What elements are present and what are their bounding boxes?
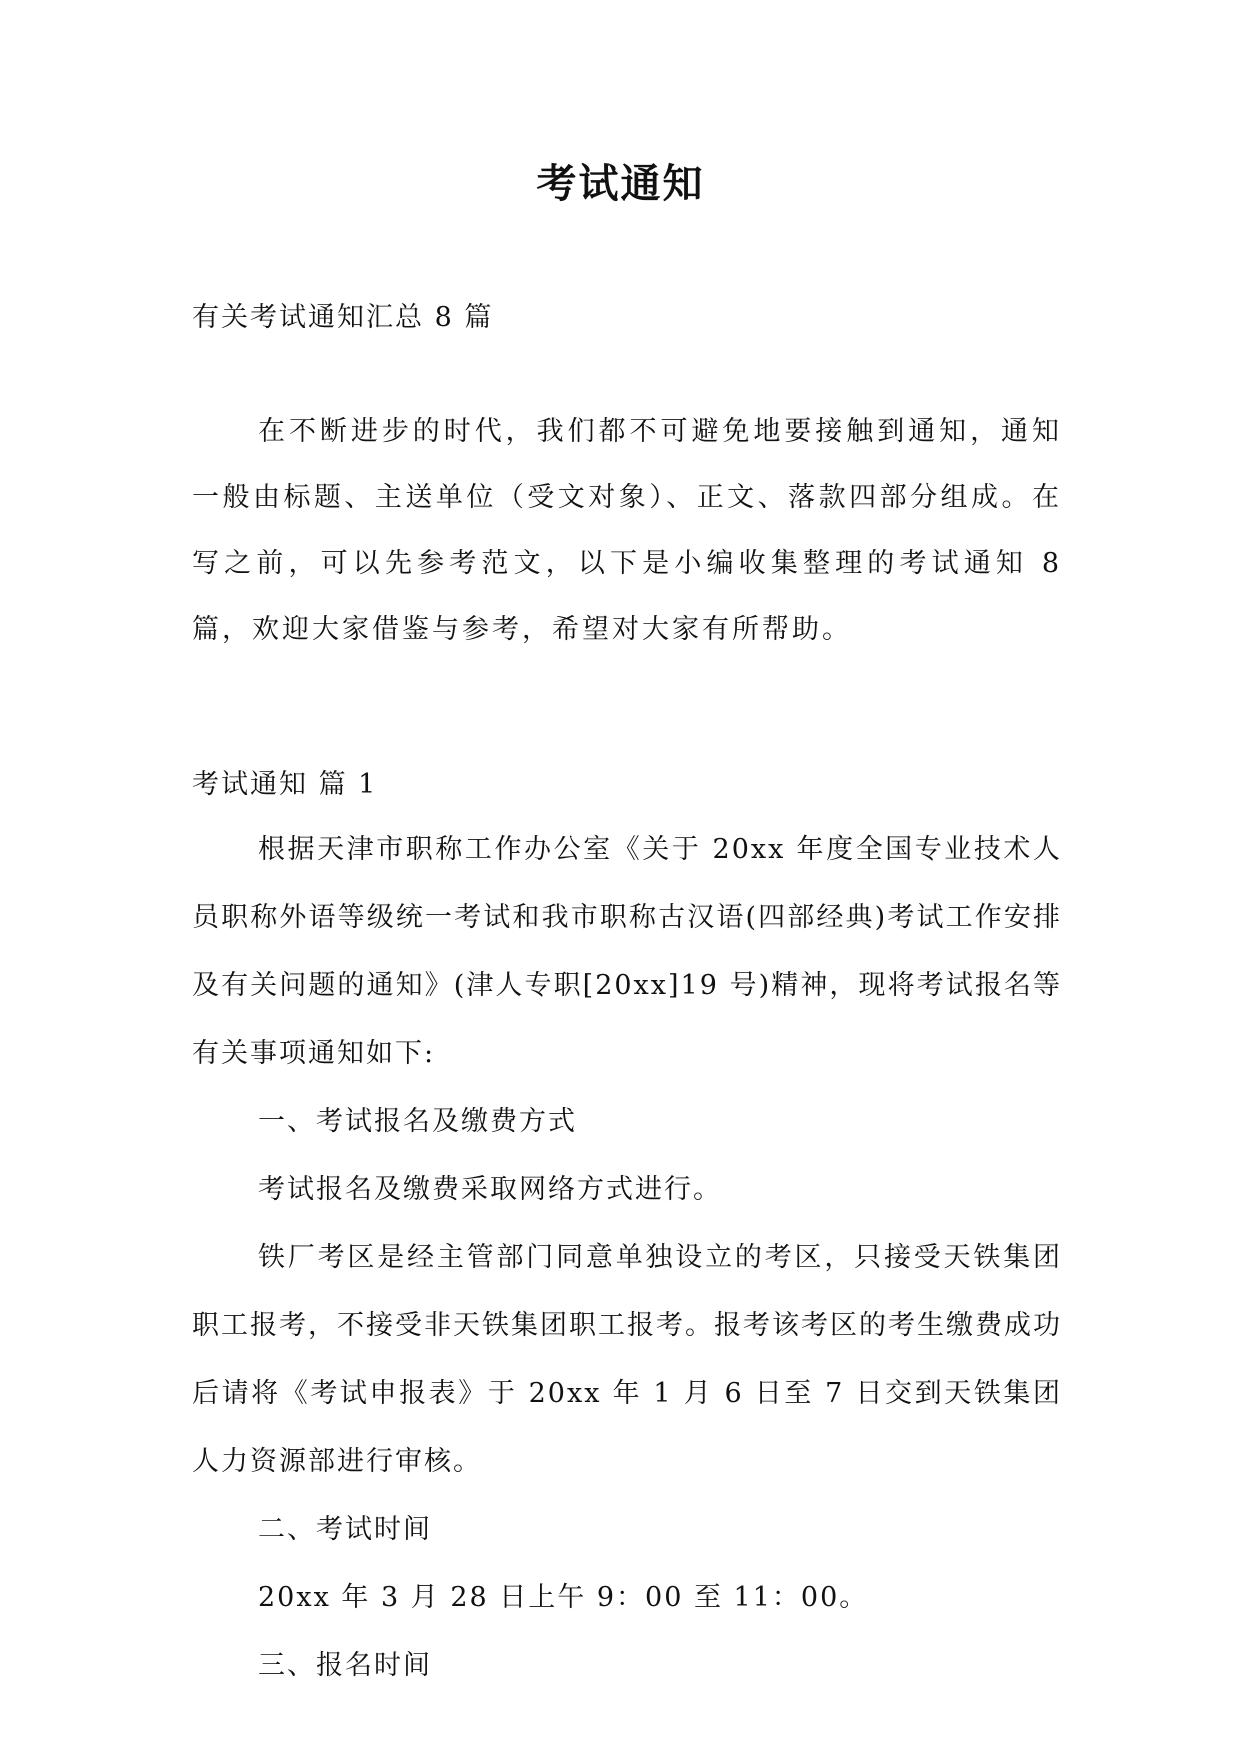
document-subtitle: 有关考试通知汇总 8 篇 bbox=[192, 302, 494, 333]
section-heading: 考试通知 篇 1 bbox=[192, 769, 378, 800]
intro-paragraph: 在不断进步的时代，我们都不可避免地要接触到通知，通知一般由标题、主送单位（受文对象）、正文、落款四部分组成。在写之前，可以先参考范文，以下是小编收集整理的考试通知 8 篇，欢迎大家借鉴与参考，希望对大家有所帮助。 bbox=[192, 416, 1062, 645]
body-heading-2: 二、考试时间 bbox=[258, 1514, 432, 1545]
body-paragraph: 铁厂考区是经主管部门同意单独设立的考区，只接受天铁集团职工报考，不接受非天铁集团职工报考。报考该考区的考生缴费成功后请将《考试申报表》于 20xx 年 1 月 6 日至 7 日交到天铁集团人力资源部进行审核。 bbox=[192, 1242, 1062, 1477]
document-title: 考试通知 bbox=[536, 161, 705, 207]
body-heading-1: 一、考试报名及缴费方式 bbox=[258, 1106, 577, 1137]
body-paragraph: 20xx 年 3 月 28 日上午 9：00 至 11：00。 bbox=[258, 1582, 869, 1613]
body-paragraph: 根据天津市职称工作办公室《关于 20xx 年度全国专业技术人员职称外语等级统一考试和我市职称古汉语(四部经典)考试工作安排及有关问题的通知》(津人专职[20xx]19 号)精神，现将考试报名等有关事项通知如下: bbox=[192, 834, 1062, 1069]
body-paragraph: 考试报名及缴费采取网络方式进行。 bbox=[258, 1174, 722, 1205]
body-heading-3: 三、报名时间 bbox=[258, 1650, 432, 1681]
section-body bbox=[192, 816, 1062, 1700]
